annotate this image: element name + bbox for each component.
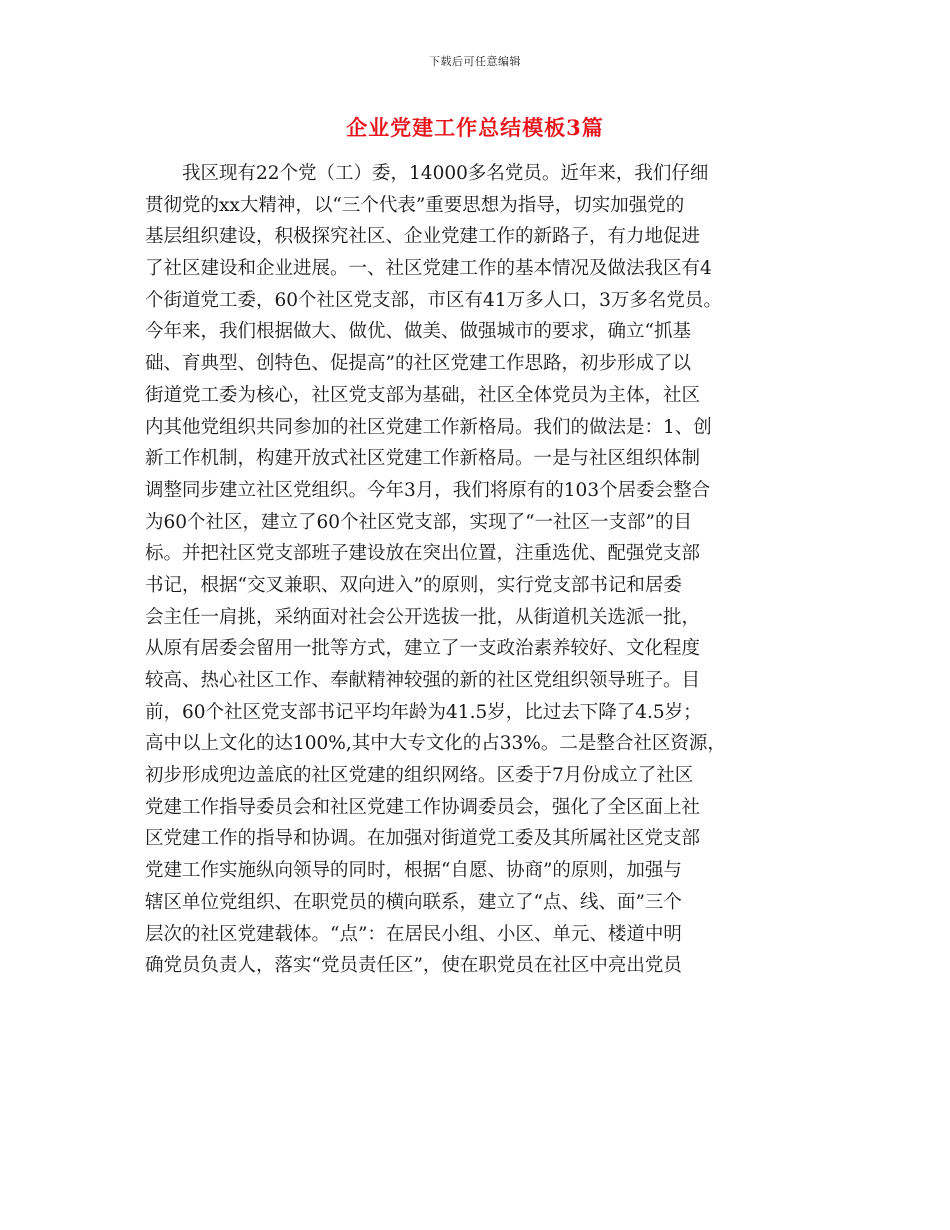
- body-line: 会主任一肩挑，采纳面对社会公开选拔一批，从街道机关选派一批，: [145, 606, 701, 628]
- body-line: 础、育典型、创特色、促提高”的社区党建工作思路，初步形成了以: [145, 353, 691, 375]
- body-line: 基层组织建设，积极探究社区、企业党建工作的新路子，有力地促进: [145, 226, 701, 248]
- body-line: 较高、热心社区工作、奉献精神较强的新的社区党组织领导班子。目: [145, 670, 701, 691]
- body-line: 层次的社区党建载体。“点”：在居民小组、小区、单元、楼道中明: [145, 923, 682, 945]
- body-line: 区党建工作的指导和协调。在加强对街道党工委及其所属社区党支部: [145, 828, 701, 850]
- body-line: 调整同步建立社区党组织。今年3月，我们将原有的103个居委会整合: [145, 479, 711, 501]
- body-line: 我区现有22个党（工）委，14000多名党员。近年来，我们仔细: [182, 163, 709, 184]
- body-line: 标。并把社区党支部班子建设放在突出位置，注重选优、配强党支部: [145, 543, 701, 565]
- body-line: 街道党工委为核心，社区党支部为基础，社区全体党员为主体，社区: [145, 384, 701, 406]
- body-line: 从原有居委会留用一批等方式，建立了一支政治素养较好、文化程度: [145, 638, 701, 660]
- body-line: 初步形成兜边盖底的社区党建的组织网络。区委于7月份成立了社区: [145, 765, 694, 787]
- body-line: 今年来，我们根据做大、做优、做美、做强城市的要求，确立“抓基: [145, 321, 691, 343]
- body-line: 了社区建设和企业进展。一、社区党建工作的基本情况及做法我区有4: [145, 258, 712, 280]
- body-line: 辖区单位党组织、在职党员的横向联系，建立了“点、线、面”三个: [145, 891, 682, 913]
- body-line: 新工作机制，构建开放式社区党建工作新格局。一是与社区组织体制: [145, 448, 701, 470]
- body-line: 为60个社区，建立了60个社区党支部，实现了“一社区一支部”的目: [145, 511, 692, 533]
- body-line: 高中以上文化的达100%,其中大专文化的占33%。二是整合社区资源，: [145, 733, 726, 755]
- document-title: 企业党建工作总结模板3篇: [346, 115, 604, 140]
- body-line: 党建工作指导委员会和社区党建工作协调委员会，强化了全区面上社: [145, 796, 701, 818]
- body-line: 书记，根据“交叉兼职、双向进入”的原则，实行党支部书记和居委: [145, 574, 682, 596]
- body-line: 个街道党工委，60个社区党支部，市区有41万多人口，3万多名党员。: [145, 289, 722, 311]
- header-note: 下载后可任意编辑: [429, 55, 521, 68]
- body-line: 贯彻党的xx大精神，以“三个代表”重要思想为指导，切实加强党的: [145, 194, 685, 216]
- body-line: 内其他党组织共同参加的社区党建工作新格局。我们的做法是：1、创: [145, 416, 712, 438]
- body-line: 前，60个社区党支部书记平均年龄为41.5岁，比过去下降了4.5岁；: [145, 701, 702, 723]
- body-line: 党建工作实施纵向领导的同时，根据“自愿、协商”的原则，加强与: [145, 860, 682, 882]
- body-line: 确党员负责人，落实“党员责任区”，使在职党员在社区中亮出党员: [145, 955, 682, 977]
- document-body: [145, 158, 805, 982]
